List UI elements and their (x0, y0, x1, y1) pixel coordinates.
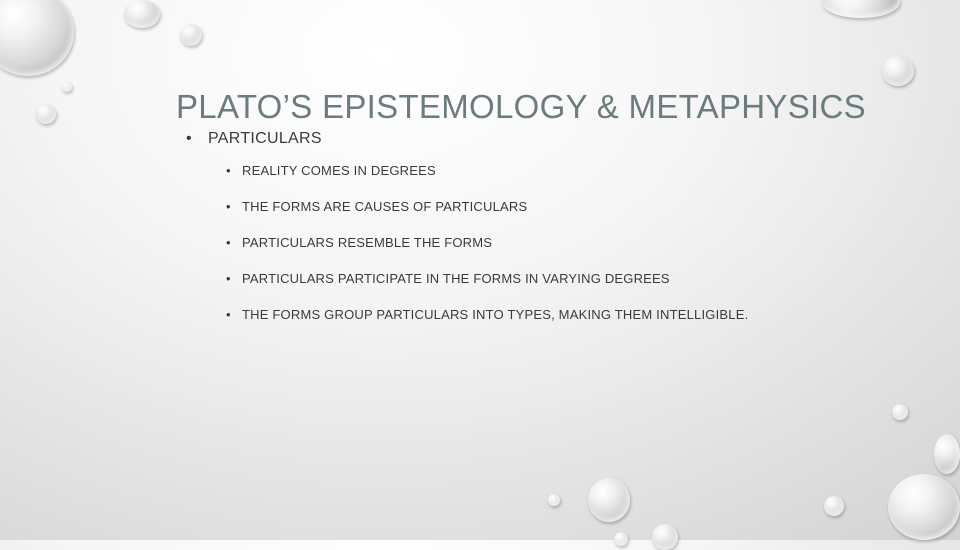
sub-bullet (226, 235, 748, 251)
water-droplet-icon (888, 474, 960, 540)
water-droplet-icon (36, 104, 56, 124)
sub-bullet-text: THE FORMS ARE CAUSES OF PARTICULARS (242, 199, 528, 214)
water-droplet-icon (892, 404, 908, 420)
bullet-dot-icon: • (226, 235, 231, 250)
water-droplet-icon (882, 56, 914, 86)
sub-bullet-text: PARTICULARS RESEMBLE THE FORMS (242, 235, 493, 250)
water-droplet-icon (124, 0, 160, 28)
bullet-dot-icon: • (226, 271, 231, 286)
sub-bullet-text: REALITY COMES IN DEGREES (242, 163, 436, 178)
water-droplet-icon (934, 434, 960, 474)
sub-bullet (226, 163, 748, 179)
water-droplet-icon (824, 496, 844, 516)
sub-bullet (226, 271, 748, 287)
water-droplet-icon (0, 0, 74, 76)
water-droplet-icon (614, 532, 628, 546)
water-droplet-icon (180, 24, 202, 46)
bullet-heading (186, 128, 748, 150)
water-droplet-icon (822, 0, 900, 18)
water-droplet-icon (548, 494, 560, 506)
slide-title: PLATO’S EPISTEMOLOGY & METAPHYSICS (176, 88, 866, 125)
sub-bullet-text: PARTICULARS PARTICIPATE IN THE FORMS IN VARYING DEGREES (242, 271, 670, 286)
sub-bullet-text: THE FORMS GROUP PARTICULARS INTO TYPES, MAKING THEM INTELLIGIBLE. (242, 307, 749, 322)
bullet-list (186, 128, 748, 323)
bullet-dot-icon: • (226, 163, 231, 178)
bullet-dot-icon: • (186, 130, 192, 147)
bullet-dot-icon: • (226, 307, 231, 322)
sub-bullet (226, 307, 748, 323)
sub-bullet (226, 199, 748, 215)
bullet-heading-text: PARTICULARS (208, 130, 322, 147)
water-droplet-icon (588, 478, 630, 522)
water-droplet-icon (62, 82, 72, 92)
bullet-dot-icon: • (226, 199, 231, 214)
water-droplet-icon (652, 524, 678, 550)
